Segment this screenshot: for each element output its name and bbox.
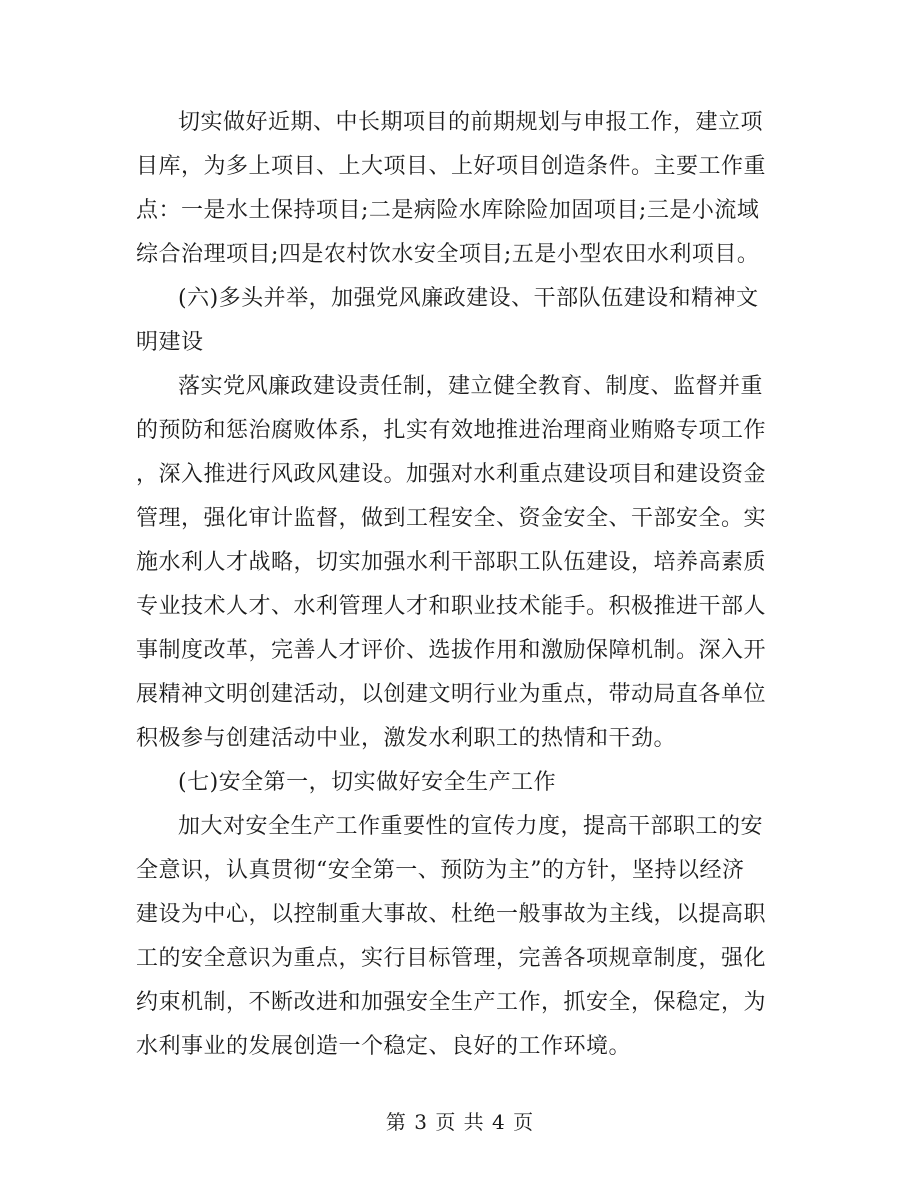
- paragraph-line: 切实做好近期、中长期项目的前期规划与申报工作，建立项: [178, 110, 764, 135]
- paragraph-line: ，深入推进行风政风建设。加强对水利重点建设项目和建设资金: [136, 462, 767, 487]
- paragraph-line: 综合治理项目;四是农村饮水安全项目;五是小型农田水利项目。: [136, 242, 760, 267]
- paragraph-line: 约束机制，不断改进和加强安全生产工作，抓安全，保稳定，为: [136, 990, 767, 1015]
- paragraph-line: 水利事业的发展创造一个稳定、良好的工作环境。: [136, 1034, 632, 1059]
- paragraph-line: 加大对安全生产工作重要性的宣传力度，提高干部职工的安: [178, 814, 764, 839]
- section-heading-6: (六)多头并举，加强党风廉政建设、干部队伍建设和精神文: [178, 286, 759, 311]
- paragraph-line: 施水利人才战略，切实加强水利干部职工队伍建设，培养高素质: [136, 550, 767, 575]
- paragraph-line: 全意识，认真贯彻“安全第一、预防为主”的方针，坚持以经济: [136, 858, 745, 883]
- paragraph-line: 专业技术人才、水利管理人才和职业技术能手。积极推进干部人: [136, 594, 767, 619]
- paragraph-line: 的预防和惩治腐败体系，扎实有效地推进治理商业贿赂专项工作: [136, 418, 767, 443]
- paragraph-line: 点：一是水土保持项目;二是病险水库除险加固项目;三是小流域: [136, 198, 760, 223]
- section-heading-7: (七)安全第一，切实做好安全生产工作: [178, 770, 557, 795]
- paragraph-line: 展精神文明创建活动，以创建文明行业为重点，带动局直各单位: [136, 682, 767, 707]
- paragraph-line: 管理，强化审计监督，做到工程安全、资金安全、干部安全。实: [136, 506, 767, 531]
- paragraph-line: 落实党风廉政建设责任制，建立健全教育、制度、监督并重: [178, 374, 764, 399]
- paragraph-line: 建设为中心，以控制重大事故、杜绝一般事故为主线，以提高职: [136, 902, 767, 927]
- paragraph-line: 事制度改革，完善人才评价、选拔作用和激励保障机制。深入开: [136, 638, 767, 663]
- paragraph-line: 目库，为多上项目、上大项目、上好项目创造条件。主要工作重: [136, 154, 767, 179]
- page-number-footer: 第 3 页 共 4 页: [385, 1110, 535, 1134]
- section-heading-6-cont: 明建设: [136, 330, 204, 355]
- paragraph-line: 工的安全意识为重点，实行目标管理，完善各项规章制度，强化: [136, 946, 767, 971]
- paragraph-line: 积极参与创建活动中业，激发水利职工的热情和干劲。: [136, 726, 677, 751]
